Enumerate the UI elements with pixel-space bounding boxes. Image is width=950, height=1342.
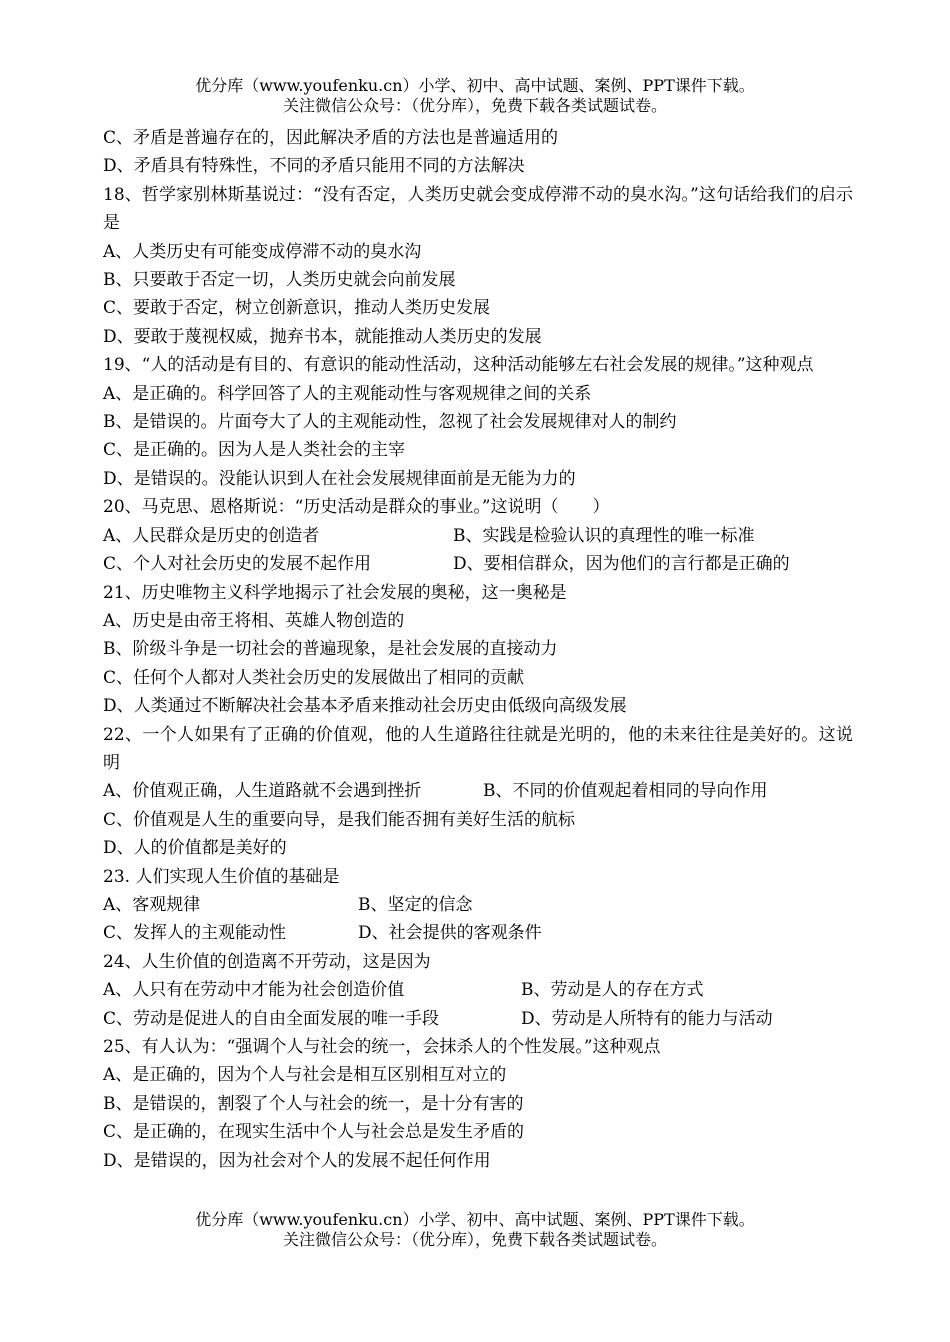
q22-stem: 22、一个人如果有了正确的价值观，他的人生道路往往就是光明的，他的未来往往是美好的。这说明 [103,724,853,773]
q21-option-a: A、历史是由帝王将相、英雄人物创造的 [103,610,405,631]
q20-options-row-2 [103,550,853,578]
question-list [103,124,853,1175]
q19-option-d: D、是错误的。没能认识到人在社会发展规律面前是无能为力的 [103,468,576,489]
q23-option-c: C、发挥人的主观能动性 [103,923,287,944]
q21-stem: 21、历史唯物主义科学地揭示了社会发展的奥秘，这一奥秘是 [103,582,567,603]
q21-option-c: C、任何个人都对人类社会历史的发展做出了相同的贡献 [103,667,525,688]
q24-option-d: D、劳动是人所特有的能力与活动 [521,1008,773,1029]
q18-option-a: A、人类历史有可能变成停滞不动的臭水沟 [103,241,422,262]
q25-option-c: C、是正确的，在现实生活中个人与社会总是发生矛盾的 [103,1122,525,1143]
page-footer [0,1210,950,1250]
q18-option-c: C、要敢于否定，树立创新意识，推动人类历史发展 [103,298,491,319]
q24-stem: 24、人生价值的创造离不开劳动，这是因为 [103,951,431,972]
q20-option-b: B、实践是检验认识的真理性的唯一标准 [453,525,755,546]
q23-options-row-2 [103,919,853,947]
q19-option-b: B、是错误的。片面夸大了人的主观能动性，忽视了社会发展规律对人的制约 [103,412,677,433]
q23-option-b: B、坚定的信念 [358,894,473,915]
q18-option-d: D、要敢于蔑视权威，抛弃书本，就能推动人类历史的发展 [103,326,542,347]
q23-options-row-1 [103,891,853,919]
page-header [0,76,950,116]
q19-option-c: C、是正确的。因为人是人类社会的主宰 [103,440,406,461]
q17-option-c: C、矛盾是普遍存在的，因此解决矛盾的方法也是普遍适用的 [103,128,559,148]
q21-option-d: D、人类通过不断解决社会基本矛盾来推动社会历史由低级向高级发展 [103,696,627,717]
q23-option-d: D、社会提供的客观条件 [358,923,542,944]
q18-option-b: B、只要敢于否定一切，人类历史就会向前发展 [103,270,456,291]
footer-line-2: 关注微信公众号：（优分库），免费下载各类试题试卷。 [282,1230,667,1249]
q20-option-d: D、要相信群众，因为他们的言行都是正确的 [453,554,790,575]
q24-options-row-1 [103,976,853,1004]
q22-options-row-1 [103,777,853,805]
q24-options-row-2 [103,1005,853,1033]
q25-stem: 25、有人认为：“强调个人与社会的统一，会抹杀人的个性发展。”这种观点 [103,1037,661,1057]
q20-options-row-1 [103,522,853,550]
q22-option-c: C、价值观是人生的重要向导，是我们能否拥有美好生活的航标 [103,809,576,830]
q24-option-b: B、劳动是人的存在方式 [521,980,704,1001]
q25-option-d: D、是错误的，因为社会对个人的发展不起任何作用 [103,1150,491,1171]
q20-option-c: C、个人对社会历史的发展不起作用 [103,554,372,575]
q22-option-b: B、不同的价值观起着相同的导向作用 [483,781,768,802]
q24-option-a: A、人只有在劳动中才能为社会创造价值 [103,980,405,1001]
q17-option-d: D、矛盾具有特殊性，不同的矛盾只能用不同的方法解决 [103,156,525,177]
q23-stem: 23. 人们实现人生价值的基础是 [103,866,340,887]
q20-option-a: A、人民群众是历史的创造者 [103,525,320,546]
header-line-2: 关注微信公众号：（优分库），免费下载各类试题试卷。 [282,96,667,115]
q24-option-c: C、劳动是促进人的自由全面发展的唯一手段 [103,1008,440,1029]
footer-line-1: 优分库（www.youfenku.cn）小学、初中、高中试题、案例、PPT课件下载。 [195,1210,755,1229]
q19-stem: 19、“人的活动是有目的、有意识的能动性活动，这种活动能够左右社会发展的规律。”这种观点 [103,355,814,376]
header-line-1: 优分库（www.youfenku.cn）小学、初中、高中试题、案例、PPT课件下载。 [195,76,755,95]
q20-stem: 20、马克思、恩格斯说：“历史活动是群众的事业。”这说明（ ） [103,497,610,518]
q23-option-a: A、客观规律 [103,894,201,915]
q22-option-d: D、人的价值都是美好的 [103,838,287,859]
q21-option-b: B、阶级斗争是一切社会的普遍现象，是社会发展的直接动力 [103,639,558,660]
q25-option-b: B、是错误的，割裂了个人与社会的统一，是十分有害的 [103,1093,524,1114]
q22-option-a: A、价值观正确，人生道路就不会遇到挫折 [103,781,422,802]
q25-option-a: A、是正确的，因为个人与社会是相互区别相互对立的 [103,1065,507,1086]
q18-stem: 18、哲学家别林斯基说过：“没有否定，人类历史就会变成停滞不动的臭水沟。”这句话给我们的启示是 [103,184,853,234]
q19-option-a: A、是正确的。科学回答了人的主观能动性与客观规律之间的关系 [103,383,592,404]
